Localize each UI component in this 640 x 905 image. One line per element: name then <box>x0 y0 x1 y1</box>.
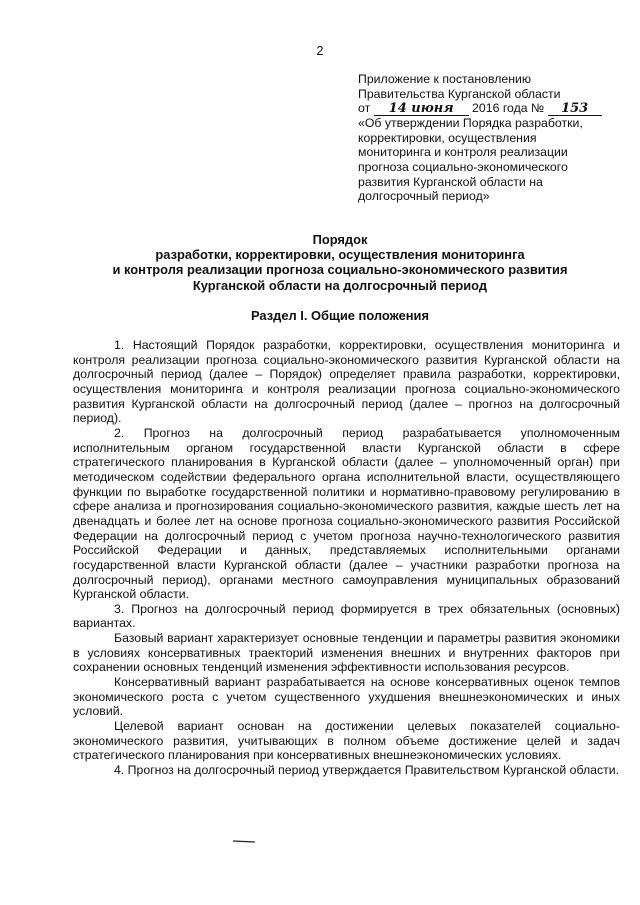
appendix-line: Приложение к постановлению <box>358 72 532 86</box>
date-suffix: 2016 года № <box>472 101 545 116</box>
document-title <box>60 232 620 293</box>
appendix-subject-line: развития Курганской области на <box>358 174 543 189</box>
paragraph: 2. Прогноз на долгосрочный период разрабатывается уполномоченным исполнительным органом государственной власти Курганской области в сфере стратегического планирования в Курганской области (далее – уполномоченный орган) при методическом содействии федерального органа исполнительной власти, осуществляющего функции по выработке государственной политики и нормативно-правовому регулированию в сфере анализа и прогнозирования социально-экономического развития, каждые шесть лет на двенадцать и более лет на основе прогноза социально-экономического развития Российской Федерации на долгосрочный период с учетом прогноза научно-технологического развития Российской Федерации и данных, представляемых исполнительными органами государственной власти Курганской области (далее – участники разработки прогноза на долгосрочный период), органами местного самоуправления муниципальных образований Курганской области. <box>73 425 620 602</box>
title-line: Порядок <box>312 232 368 247</box>
appendix-line: Правительства Курганской области <box>358 86 561 101</box>
appendix-subject-line: долгосрочный период» <box>358 189 490 204</box>
title-line: разработки, корректировки, осуществления мониторинга <box>155 247 525 263</box>
paragraph: Консервативный вариант разрабатывается на основе консервативных оценок темпов экономического роста с учетом существенного ухудшения внешнеэкономических и иных условий. <box>73 675 620 719</box>
section-title: Раздел I. Общие положения <box>250 308 429 323</box>
handwritten-number: 153 <box>548 103 602 116</box>
appendix-date-line <box>358 101 620 116</box>
appendix-subject-line: прогноза социально-экономического <box>358 159 568 174</box>
paragraph: 4. Прогноз на долгосрочный период утверждается Правительством Курганской области. <box>114 763 620 778</box>
date-prefix: от <box>358 101 371 116</box>
paragraph: Целевой вариант основан на достижении целевых показателей социально-экономического развития, учитывающих в полном объеме достижение целей и задач стратегического планирования при консервативных внешнеэкономических условиях. <box>73 719 620 763</box>
title-line: и контроля реализации прогноза социально-экономического развития <box>112 262 568 278</box>
title-line: Курганской области на долгосрочный период <box>192 277 488 293</box>
paragraph: 1. Настоящий Порядок разработки, корректировки, осуществления мониторинга и контроля реализации прогноза социально-экономического развития Курганской области на долгосрочный период (далее – Порядок) определяет правила разработки, корректировки, осуществления мониторинга и контроля реализации прогноза социально-экономического развития Курганской области на долгосрочный период (далее – прогноз на долгосрочный период). <box>73 338 620 426</box>
paragraph: Базовый вариант характеризует основные тенденции и параметры развития экономики в условиях консервативных траекторий изменения внешних и внутренних факторов при сохранении основных тенденций изменения эффективности использования ресурсов. <box>73 631 620 675</box>
appendix-subject-line: «Об утверждении Порядка разработки, <box>358 116 583 131</box>
appendix-header <box>358 72 620 204</box>
page-number: 2 <box>316 44 324 58</box>
paragraph: 3. Прогноз на долгосрочный период формируется в трех обязательных (основных) вариантах. <box>73 601 620 631</box>
appendix-subject-line: мониторинга и контроля реализации <box>358 145 568 160</box>
document-body <box>73 338 620 778</box>
appendix-subject-line: корректировки, осуществления <box>358 130 537 145</box>
handwritten-date: 14 июня <box>374 103 469 116</box>
pen-mark-icon <box>232 838 256 844</box>
